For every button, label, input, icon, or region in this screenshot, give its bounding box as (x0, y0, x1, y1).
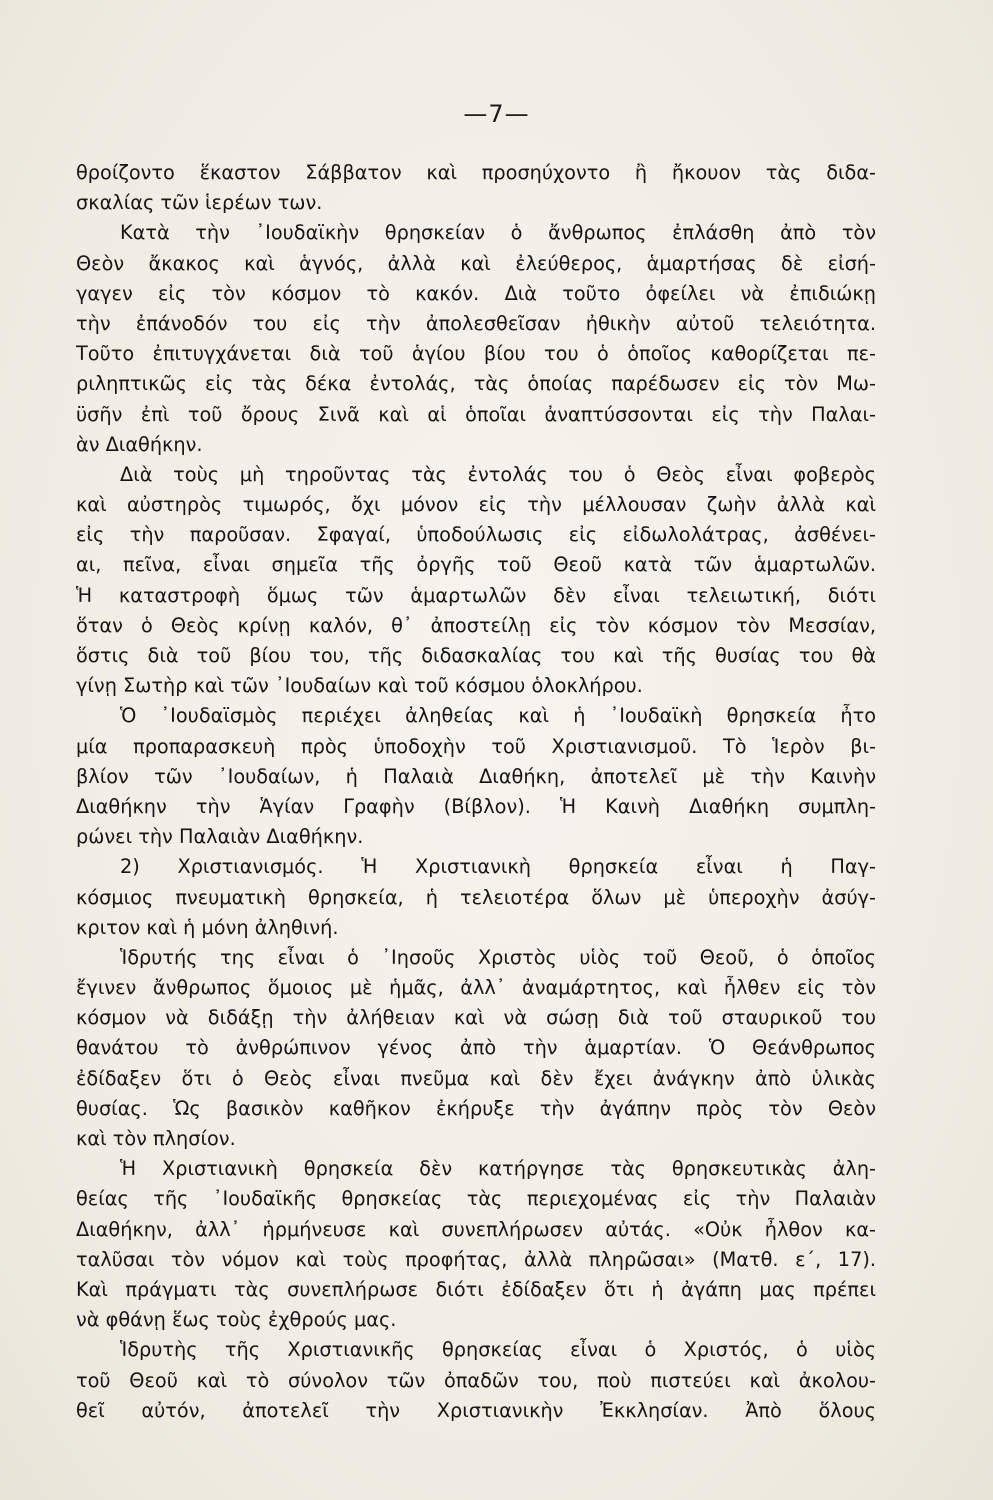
text-line: αι, πεῖνα, εἶναι σημεῖα τῆς ὀργῆς τοῦ Θεοῦ κατὰ τῶν ἁμαρτωλῶν. (76, 553, 876, 577)
text-line: σκαλίας τῶν ἱερέων των. (76, 191, 323, 215)
text-line: γαγεν εἰς τὸν κόσμον τὸ κακόν. Διὰ τοῦτο ὀφείλει νὰ ἐπιδιώκῃ (76, 281, 876, 305)
text-line: μία προπαρασκευὴ πρὸς ὑποδοχὴν τοῦ Χριστιανισμοῦ. Τὸ Ἱερὸν βι- (76, 734, 876, 758)
text-line: Ἱδρυτὴς τῆς Χριστιανικῆς θρησκείας εἶναι ὁ Χριστός, ὁ υἱὸς (120, 1338, 876, 1362)
text-line: καὶ τὸν πλησίον. (76, 1127, 236, 1150)
text-line: Ὁ ᾿Ιουδαϊσμὸς περιέχει ἀληθείας καὶ ἡ ᾿Ιουδαϊκὴ θρησκεία ἦτο (120, 704, 876, 728)
text-line: ρώνει τὴν Παλαιὰν Διαθήκην. (76, 825, 364, 849)
text-line: Θεὸν ἄκακος καὶ ἁγνός, ἀλλὰ καὶ ἐλεύθερος, ἁμαρτήσας δὲ εἰσή- (76, 251, 876, 275)
text-line: κριτον καὶ ἡ μόνη ἀληθινή. (76, 915, 339, 939)
text-line: θυσίας. Ὡς βασικὸν καθῆκον ἐκήρυξε τὴν ἀγάπην πρὸς τὸν Θεὸν (76, 1096, 876, 1120)
text-line: ριληπτικῶς εἰς τὰς δέκα ἐντολάς, τὰς ὁποίας παρέδωσεν εἰς τὸν Μω- (76, 372, 876, 396)
text-line: Ἡ καταστροφὴ ὅμως τῶν ἁμαρτωλῶν δὲν εἶναι τελειωτική, διότι (76, 583, 876, 607)
page-number: —7— (463, 100, 530, 128)
text-line: καὶ αὐστηρὸς τιμωρός, ὄχι μόνον εἰς τὴν μέλλουσαν ζωὴν ἀλλὰ καὶ (76, 493, 876, 517)
text-line: τὴν ἐπάνοδόν του εἰς τὴν ἀπολεσθεῖσαν ἠθικὴν αὐτοῦ τελειότητα. (76, 311, 876, 335)
text-line: ὰν Διαθήκην. (76, 432, 203, 456)
text-line: ϋσῆν ἐπὶ τοῦ ὄρους Σινᾶ καὶ αἱ ὁποῖαι ἀναπτύσσονται εἰς τὴν Παλαι- (76, 402, 876, 426)
text-line: τοῦ Θεοῦ καὶ τὸ σύνολον τῶν ὀπαδῶν του, ποὺ πιστεύει καὶ ἀκολου- (76, 1368, 876, 1392)
text-line: ἐδίδαξεν ὅτι ὁ Θεὸς εἶναι πνεῦμα καὶ δὲν ἔχει ἀνάγκην ἀπὸ ὑλικὰς (76, 1066, 876, 1090)
text-line: Διαθήκην, ἀλλ᾽ ἡρμήνευσε καὶ συνεπλήρωσεν αὐτάς. «Οὐκ ἦλθον κα- (76, 1217, 876, 1241)
text-line: Ἡ Χριστιανικὴ θρησκεία δὲν κατήργησε τὰς θρησκευτικὰς ἀλη- (120, 1157, 876, 1181)
text-line: νὰ φθάνῃ ἕως τοὺς ἐχθρούς μας. (76, 1308, 397, 1332)
text-line: ταλῦσαι τὸν νόμον καὶ τοὺς προφήτας, ἀλλὰ πληρῶσαι» (Ματθ. ε΄, 17). (76, 1247, 876, 1271)
text-line: Διὰ τοὺς μὴ τηροῦντας τὰς ἐντολάς του ὁ Θεὸς εἶναι φοβερὸς (120, 462, 876, 486)
text-line: βλίον τῶν ᾿Ιουδαίων, ἡ Παλαιὰ Διαθήκη, ἀποτελεῖ μὲ τὴν Καινὴν (76, 764, 876, 788)
text-line: ὅστις διὰ τοῦ βίου του, τῆς διδασκαλίας του καὶ τῆς θυσίας του θὰ (76, 644, 876, 667)
text-line: θείας τῆς ᾿Ιουδαϊκῆς θρησκείας τὰς περιεχομένας εἰς τὴν Παλαιὰν (76, 1187, 876, 1211)
text-line: γίνῃ Σωτὴρ καὶ τῶν ᾿Ιουδαίων καὶ τοῦ κόσμου ὁλοκλήρου. (76, 674, 643, 698)
text-line: Τοῦτο ἐπιτυγχάνεται διὰ τοῦ ἁγίου βίου του ὁ ὁποῖος καθορίζεται πε- (76, 342, 876, 366)
text-line: θανάτου τὸ ἀνθρώπινον γένος ἀπὸ τὴν ἁμαρτίαν. Ὁ Θεάνθρωπος (76, 1036, 876, 1060)
text-line: Ἱδρυτής της εἶναι ὁ ᾿Ιησοῦς Χριστὸς υἱὸς τοῦ Θεοῦ, ὁ ὁποῖος (120, 945, 876, 969)
text-line: ἔγινεν ἄνθρωπος ὅμοιος μὲ ἡμᾶς, ἀλλ᾽ ἀναμάρτητος, καὶ ἦλθεν εἰς τὸν (76, 976, 876, 1000)
text-line: κόσμον νὰ διδάξῃ τὴν ἀλήθειαν καὶ νὰ σώσῃ διὰ τοῦ σταυρικοῦ του (76, 1006, 876, 1030)
text-line: 2) Χριστιανισμός. Ἡ Χριστιανικὴ θρησκεία εἶναι ἡ Παγ- (120, 855, 876, 879)
body-text (76, 158, 876, 1426)
text-line: θεῖ αὐτόν, ἀποτελεῖ τὴν Χριστιανικὴν Ἐκκλησίαν. Ἀπὸ ὅλους (76, 1398, 876, 1422)
text-line: εἰς τὴν παροῦσαν. Σφαγαί, ὑποδούλωσις εἰς εἰδωλολάτρας, ἀσθένει- (76, 523, 876, 547)
text-line: Καὶ πράγματι τὰς συνεπλήρωσε διότι ἐδίδαξεν ὅτι ἡ ἀγάπη μας πρέπει (76, 1277, 876, 1301)
text-line: θροίζοντο ἕκαστον Σάββατον καὶ προσηύχοντο ἢ ἤκουον τὰς διδα- (76, 161, 876, 184)
text-line: κόσμιος πνευματικὴ θρησκεία, ἡ τελειοτέρα ὅλων μὲ ὑπεροχὴν ἀσύγ- (76, 885, 876, 909)
text-line: Διαθήκην τὴν Ἁγίαν Γραφὴν (Βίβλον). Ἡ Καινὴ Διαθήκη συμπλη- (76, 794, 876, 818)
text-line: Κατὰ τὴν ᾿Ιουδαϊκὴν θρησκείαν ὁ ἄνθρωπος ἐπλάσθη ἀπὸ τὸν (120, 221, 876, 245)
text-line: ὅταν ὁ Θεὸς κρίνῃ καλόν, θ᾽ ἀποστείλῃ εἰς τὸν κόσμον τὸν Μεσσίαν, (76, 613, 876, 637)
